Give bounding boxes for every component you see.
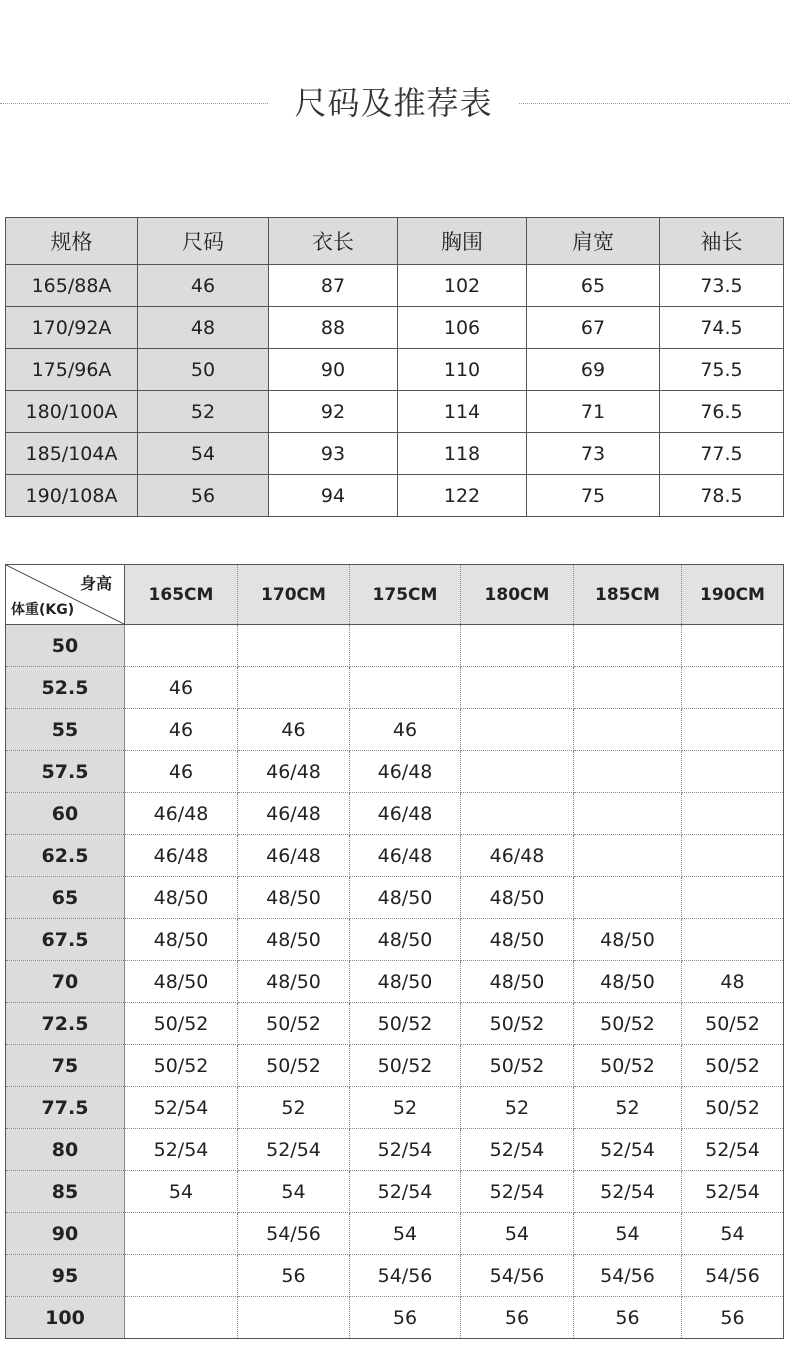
weight-row-header: 72.5 (6, 1003, 125, 1045)
recommended-size-cell (574, 667, 682, 709)
spec-header-cell: 规格 (6, 218, 138, 265)
weight-row-header: 52.5 (6, 667, 125, 709)
rec-row (6, 667, 784, 709)
spec-value-cell: 106 (398, 307, 527, 349)
recommended-size-cell: 52/54 (125, 1087, 238, 1129)
recommended-size-cell: 56 (350, 1297, 461, 1339)
size-spec-table (5, 217, 784, 517)
recommended-size-cell (574, 793, 682, 835)
recommended-size-cell (461, 625, 574, 667)
spec-value-cell: 122 (398, 475, 527, 517)
recommended-size-cell: 48/50 (238, 961, 350, 1003)
recommended-size-cell: 46/48 (461, 835, 574, 877)
recommended-size-cell: 52/54 (350, 1171, 461, 1213)
rec-row (6, 709, 784, 751)
weight-row-header: 67.5 (6, 919, 125, 961)
recommended-size-cell (682, 667, 784, 709)
recommended-size-cell: 52/54 (574, 1171, 682, 1213)
recommended-size-cell: 48/50 (574, 919, 682, 961)
recommended-size-cell: 52 (238, 1087, 350, 1129)
spec-value-cell: 54 (138, 433, 269, 475)
spec-value-cell: 77.5 (660, 433, 784, 475)
recommended-size-cell (350, 625, 461, 667)
recommended-size-cell: 54 (682, 1213, 784, 1255)
page-title: 尺码及推荐表 (294, 84, 493, 122)
recommended-size-cell: 50/52 (574, 1045, 682, 1087)
recommended-size-cell: 48/50 (461, 877, 574, 919)
recommended-size-cell: 52 (574, 1087, 682, 1129)
recommended-size-cell: 52/54 (682, 1171, 784, 1213)
spec-label-cell: 185/104A (6, 433, 138, 475)
recommended-size-cell: 50/52 (682, 1045, 784, 1087)
recommended-size-cell: 46/48 (238, 835, 350, 877)
weight-row-header: 57.5 (6, 751, 125, 793)
recommended-size-cell: 48/50 (125, 877, 238, 919)
rec-row (6, 1003, 784, 1045)
spec-header-cell: 肩宽 (527, 218, 660, 265)
spec-label-cell: 175/96A (6, 349, 138, 391)
spec-row (6, 265, 784, 307)
recommended-size-cell: 56 (238, 1255, 350, 1297)
spec-label-cell: 180/100A (6, 391, 138, 433)
weight-row-header: 85 (6, 1171, 125, 1213)
spec-header-cell: 尺码 (138, 218, 269, 265)
spec-value-cell: 88 (269, 307, 398, 349)
spec-value-cell: 46 (138, 265, 269, 307)
recommended-size-cell: 54 (125, 1171, 238, 1213)
recommended-size-cell: 52/54 (461, 1129, 574, 1171)
recommended-size-cell (125, 625, 238, 667)
recommended-size-cell: 50/52 (682, 1003, 784, 1045)
spec-value-cell: 78.5 (660, 475, 784, 517)
recommended-size-cell: 48/50 (461, 919, 574, 961)
rec-row (6, 751, 784, 793)
recommended-size-cell (682, 709, 784, 751)
weight-row-header: 55 (6, 709, 125, 751)
recommended-size-cell: 48/50 (461, 961, 574, 1003)
recommended-size-cell: 50/52 (350, 1003, 461, 1045)
recommended-size-cell (461, 709, 574, 751)
recommended-size-cell: 54 (574, 1213, 682, 1255)
spec-value-cell: 74.5 (660, 307, 784, 349)
spec-value-cell: 110 (398, 349, 527, 391)
spec-value-cell: 94 (269, 475, 398, 517)
rec-row (6, 1171, 784, 1213)
recommended-size-cell: 48/50 (238, 877, 350, 919)
weight-row-header: 50 (6, 625, 125, 667)
recommended-size-cell: 46/48 (238, 793, 350, 835)
recommended-size-cell: 52/54 (574, 1129, 682, 1171)
recommended-size-cell: 50/52 (682, 1087, 784, 1129)
recommended-size-cell: 48/50 (238, 919, 350, 961)
title-row (0, 78, 790, 128)
recommended-size-cell: 50/52 (238, 1003, 350, 1045)
spec-value-cell: 56 (138, 475, 269, 517)
spec-row (6, 307, 784, 349)
recommended-size-cell (682, 625, 784, 667)
spec-header-cell: 袖长 (660, 218, 784, 265)
recommended-size-cell (125, 1213, 238, 1255)
recommended-size-cell (461, 667, 574, 709)
recommended-size-cell: 48/50 (574, 961, 682, 1003)
rec-row (6, 1045, 784, 1087)
weight-row-header: 75 (6, 1045, 125, 1087)
spec-value-cell: 76.5 (660, 391, 784, 433)
weight-row-header: 95 (6, 1255, 125, 1297)
rec-row (6, 625, 784, 667)
spec-header-cell: 胸围 (398, 218, 527, 265)
rec-row (6, 1213, 784, 1255)
corner-header-cell (6, 565, 125, 625)
weight-axis-label: 体重(KG) (11, 602, 75, 618)
recommended-size-cell: 54/56 (238, 1213, 350, 1255)
weight-row-header: 62.5 (6, 835, 125, 877)
recommended-size-cell (238, 625, 350, 667)
rec-row (6, 793, 784, 835)
spec-value-cell: 75 (527, 475, 660, 517)
recommended-size-cell: 54/56 (461, 1255, 574, 1297)
spec-value-cell: 50 (138, 349, 269, 391)
recommended-size-cell: 48/50 (350, 919, 461, 961)
size-recommendation-table (5, 564, 784, 1339)
recommended-size-cell: 52 (461, 1087, 574, 1129)
recommended-size-cell: 46/48 (350, 793, 461, 835)
recommended-size-cell: 54/56 (574, 1255, 682, 1297)
recommended-size-cell: 50/52 (238, 1045, 350, 1087)
spec-value-cell: 52 (138, 391, 269, 433)
recommended-size-cell: 46 (238, 709, 350, 751)
spec-value-cell: 69 (527, 349, 660, 391)
recommended-size-cell: 54 (461, 1213, 574, 1255)
recommended-size-cell: 46 (350, 709, 461, 751)
recommended-size-cell: 54/56 (350, 1255, 461, 1297)
spec-row (6, 349, 784, 391)
rec-row (6, 1255, 784, 1297)
weight-row-header: 90 (6, 1213, 125, 1255)
recommended-size-cell (574, 751, 682, 793)
rec-row (6, 835, 784, 877)
recommended-size-cell: 50/52 (574, 1003, 682, 1045)
recommended-size-cell: 50/52 (461, 1045, 574, 1087)
weight-row-header: 60 (6, 793, 125, 835)
recommended-size-cell: 46/48 (238, 751, 350, 793)
spec-label-cell: 165/88A (6, 265, 138, 307)
recommended-size-cell: 54 (238, 1171, 350, 1213)
recommended-size-cell: 54 (350, 1213, 461, 1255)
height-column-header: 180CM (461, 565, 574, 625)
recommended-size-cell: 52/54 (682, 1129, 784, 1171)
height-column-header: 175CM (350, 565, 461, 625)
spec-value-cell: 87 (269, 265, 398, 307)
height-column-header: 170CM (238, 565, 350, 625)
title-divider-right (519, 103, 790, 104)
recommended-size-cell (350, 667, 461, 709)
spec-value-cell: 93 (269, 433, 398, 475)
spec-row (6, 433, 784, 475)
recommended-size-cell: 46/48 (350, 751, 461, 793)
recommended-size-cell: 46/48 (125, 793, 238, 835)
recommended-size-cell (574, 835, 682, 877)
recommended-size-cell: 48/50 (125, 961, 238, 1003)
recommended-size-cell (682, 793, 784, 835)
spec-label-cell: 190/108A (6, 475, 138, 517)
spec-value-cell: 92 (269, 391, 398, 433)
recommended-size-cell: 54/56 (682, 1255, 784, 1297)
recommended-size-cell (461, 751, 574, 793)
weight-row-header: 80 (6, 1129, 125, 1171)
weight-row-header: 100 (6, 1297, 125, 1339)
recommended-size-cell: 56 (461, 1297, 574, 1339)
height-column-header: 165CM (125, 565, 238, 625)
rec-row (6, 1297, 784, 1339)
title-divider-left (0, 103, 268, 104)
recommended-size-cell: 48 (682, 961, 784, 1003)
spec-value-cell: 118 (398, 433, 527, 475)
spec-value-cell: 102 (398, 265, 527, 307)
recommended-size-cell (574, 709, 682, 751)
recommended-size-cell (574, 877, 682, 919)
recommended-size-cell: 52/54 (461, 1171, 574, 1213)
recommended-size-cell: 46 (125, 667, 238, 709)
spec-header-cell: 衣长 (269, 218, 398, 265)
recommended-size-cell: 52/54 (125, 1129, 238, 1171)
weight-row-header: 70 (6, 961, 125, 1003)
rec-row (6, 877, 784, 919)
height-column-header: 185CM (574, 565, 682, 625)
rec-row (6, 919, 784, 961)
recommended-size-cell (682, 877, 784, 919)
recommended-size-cell (682, 835, 784, 877)
recommended-size-cell: 52/54 (238, 1129, 350, 1171)
recommended-size-cell: 52/54 (350, 1129, 461, 1171)
recommended-size-cell: 46/48 (125, 835, 238, 877)
spec-header-row (6, 218, 784, 265)
recommended-size-cell: 56 (682, 1297, 784, 1339)
recommended-size-cell (682, 751, 784, 793)
spec-value-cell: 114 (398, 391, 527, 433)
recommended-size-cell: 46 (125, 751, 238, 793)
recommended-size-cell: 56 (574, 1297, 682, 1339)
rec-header-row (6, 565, 784, 625)
recommended-size-cell: 46 (125, 709, 238, 751)
recommended-size-cell: 52 (350, 1087, 461, 1129)
spec-row (6, 475, 784, 517)
recommended-size-cell (574, 625, 682, 667)
weight-row-header: 77.5 (6, 1087, 125, 1129)
recommended-size-cell (238, 1297, 350, 1339)
spec-value-cell: 75.5 (660, 349, 784, 391)
rec-row (6, 961, 784, 1003)
recommended-size-cell: 50/52 (350, 1045, 461, 1087)
spec-value-cell: 48 (138, 307, 269, 349)
recommended-size-cell: 48/50 (350, 877, 461, 919)
recommended-size-cell: 48/50 (125, 919, 238, 961)
recommended-size-cell: 50/52 (125, 1045, 238, 1087)
rec-row (6, 1087, 784, 1129)
rec-row (6, 1129, 784, 1171)
height-column-header: 190CM (682, 565, 784, 625)
recommended-size-cell: 48/50 (350, 961, 461, 1003)
spec-value-cell: 65 (527, 265, 660, 307)
recommended-size-cell (238, 667, 350, 709)
spec-label-cell: 170/92A (6, 307, 138, 349)
spec-value-cell: 73.5 (660, 265, 784, 307)
recommended-size-cell: 46/48 (350, 835, 461, 877)
recommended-size-cell: 50/52 (461, 1003, 574, 1045)
spec-value-cell: 67 (527, 307, 660, 349)
recommended-size-cell (682, 919, 784, 961)
recommended-size-cell (125, 1255, 238, 1297)
spec-value-cell: 90 (269, 349, 398, 391)
height-axis-label: 身高 (79, 574, 112, 593)
recommended-size-cell (461, 793, 574, 835)
spec-row (6, 391, 784, 433)
recommended-size-cell: 50/52 (125, 1003, 238, 1045)
spec-value-cell: 71 (527, 391, 660, 433)
recommended-size-cell (125, 1297, 238, 1339)
spec-value-cell: 73 (527, 433, 660, 475)
weight-row-header: 65 (6, 877, 125, 919)
